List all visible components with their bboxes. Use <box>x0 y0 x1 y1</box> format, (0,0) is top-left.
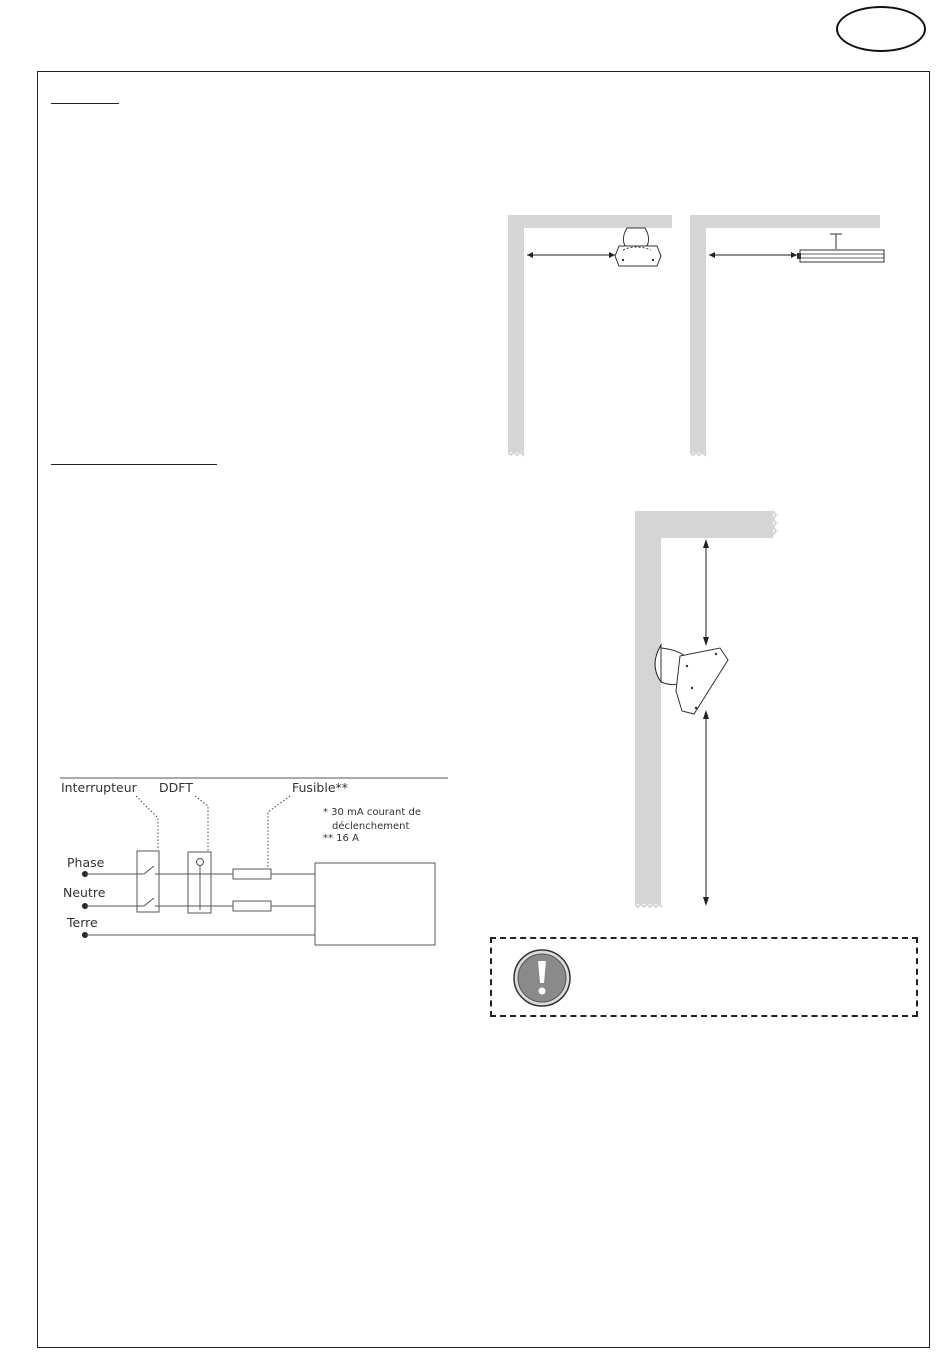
section-heading-rule <box>51 103 119 104</box>
wall-mount-heater-diagram <box>632 508 782 910</box>
earth-label: Terre <box>67 915 98 930</box>
ceiling-mount-linear-heater-diagram <box>687 212 887 462</box>
note-line-2: déclenchement <box>332 821 410 832</box>
wiring-diagram <box>58 772 450 954</box>
warning-box <box>490 937 918 1017</box>
ceiling-mount-round-heater-diagram <box>505 212 675 462</box>
note-line-3: ** 16 A <box>323 833 359 844</box>
heater-appliance-box <box>315 863 435 945</box>
exclamation-icon <box>512 948 572 1008</box>
language-badge <box>836 6 926 52</box>
rcd-label: DDFT <box>159 780 193 795</box>
fuse-symbol <box>233 901 271 911</box>
note-line-1: * 30 mA courant de <box>323 807 421 818</box>
fuse-symbol <box>233 869 271 879</box>
section-heading-rule <box>51 464 217 465</box>
phase-label: Phase <box>67 855 105 870</box>
fuse-label: Fusible** <box>292 780 349 795</box>
neutral-label: Neutre <box>63 885 106 900</box>
switch-label: Interrupteur <box>61 780 137 795</box>
